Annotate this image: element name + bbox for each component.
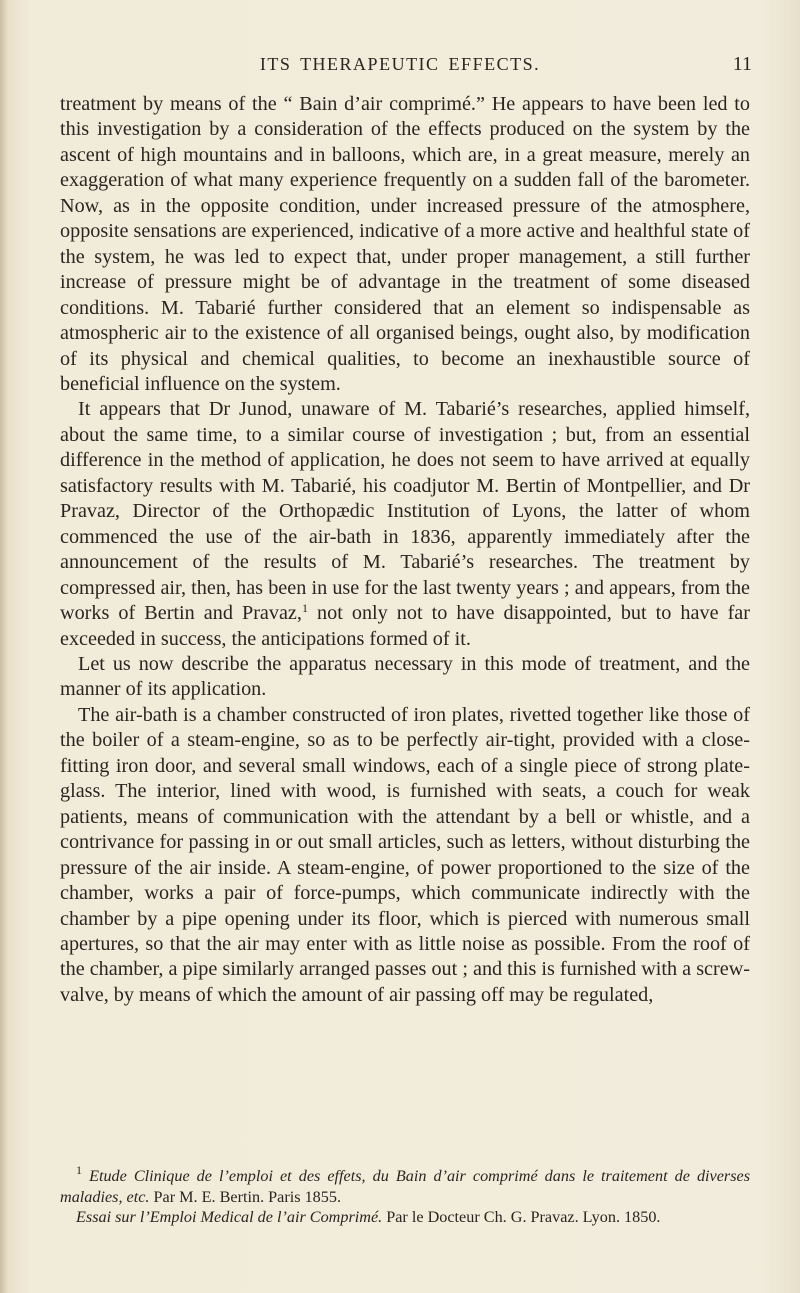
footnotes: [60, 1163, 751, 1228]
paragraph-2-continuation: not only not to have disappointed, but to have far exceeded in success, the anticipations formed of it.: [60, 602, 750, 650]
paragraph-1: treatment by means of the “ Bain d’air comprimé.” He appears to have been led to this investigation by a consideration of the effects produced on the system by the ascent of high mountains and in balloons, which are, in a great measure, merely an exaggeration of what many experience frequently on a sudden fall of the barometer. Now, as in the opposite condition, under increased pressure of the atmosphere, opposite sensations are experienced, indicative of a more active and healthful state of the system, he was led to expect that, under proper management, a still further increase of pressure might be of advantage in the treatment of some diseased conditions. M. Tabarié further considered that an element so indispensable as atmospheric air to the existence of all organised beings, ought also, by modification of its physical and chemical qualities, to become an inexhaustible source of beneficial influence on the system.: [60, 93, 750, 395]
footnote-1-title: Etude Clinique de l’emploi et des effets, du Bain d’air comprimé dans le traitement de diverses maladies, etc.: [60, 1167, 751, 1206]
footnote-1-publication: Par M. E. Bertin. Paris 1855.: [149, 1187, 342, 1206]
footnote-2: [60, 1207, 750, 1228]
running-head: [0, 54, 800, 82]
body-text: [60, 92, 750, 1008]
footnote-mark: 1: [76, 1163, 82, 1177]
footnote-1: [60, 1163, 751, 1207]
paragraph-2: [60, 397, 750, 652]
page-number: 11: [732, 53, 752, 75]
footnote-2-publication: Par le Docteur Ch. G. Pravaz. Lyon. 1850.: [382, 1208, 661, 1226]
footnote-reference: 1: [301, 601, 308, 616]
binding-shadow: [0, 0, 8, 1293]
running-title: ITS THERAPEUTIC EFFECTS.: [259, 54, 541, 74]
paragraph-2-text: It appears that Dr Junod, unaware of M. Tabarié’s researches, applied himself, about the same time, to a similar course of investigation ; but, from an essential difference in the method of application, he does not seem to have arrived at equally satisfactory results with M. Tabarié, his coadjutor M. Bertin of Montpellier, and Dr Pravaz, Director of the Orthopædic Institution of Lyons, the latter of whom commenced the use of the air-bath in 1836, apparently immediately after the announcement of the results of M. Tabarié’s researches. The treatment by compressed air, then, has been in use for the last twenty years ; and appears, from the works of Bertin and Pravaz,: [60, 398, 750, 625]
paragraph-4: The air-bath is a chamber constructed of iron plates, rivetted together like those of the boiler of a steam-engine, so as to be perfectly air-tight, provided with a close-fitting iron door, and several small windows, each of a single piece of strong plate-glass. The interior, lined with wood, is furnished with seats, a couch for weak patients, means of communication with the attendant by a bell or whistle, and a contrivance for passing in or out small articles, such as letters, without disturbing the pressure of the air inside. A steam-engine, of power proportioned to the size of the chamber, works a pair of force-pumps, which communicate indirectly with the chamber by a pipe opening under its floor, which is pierced with numerous small apertures, so that the air may enter with as little noise as possible. From the roof of the chamber, a pipe similarly arranged passes out ; and this is furnished with a screw-valve, by means of which the amount of air passing off may be regulated,: [60, 703, 750, 1006]
footnote-2-title: Essai sur l’Emploi Medical de l’air Comprimé.: [76, 1208, 383, 1226]
paragraph-3: Let us now describe the apparatus necessary in this mode of treatment, and the manner of its application.: [60, 652, 750, 701]
